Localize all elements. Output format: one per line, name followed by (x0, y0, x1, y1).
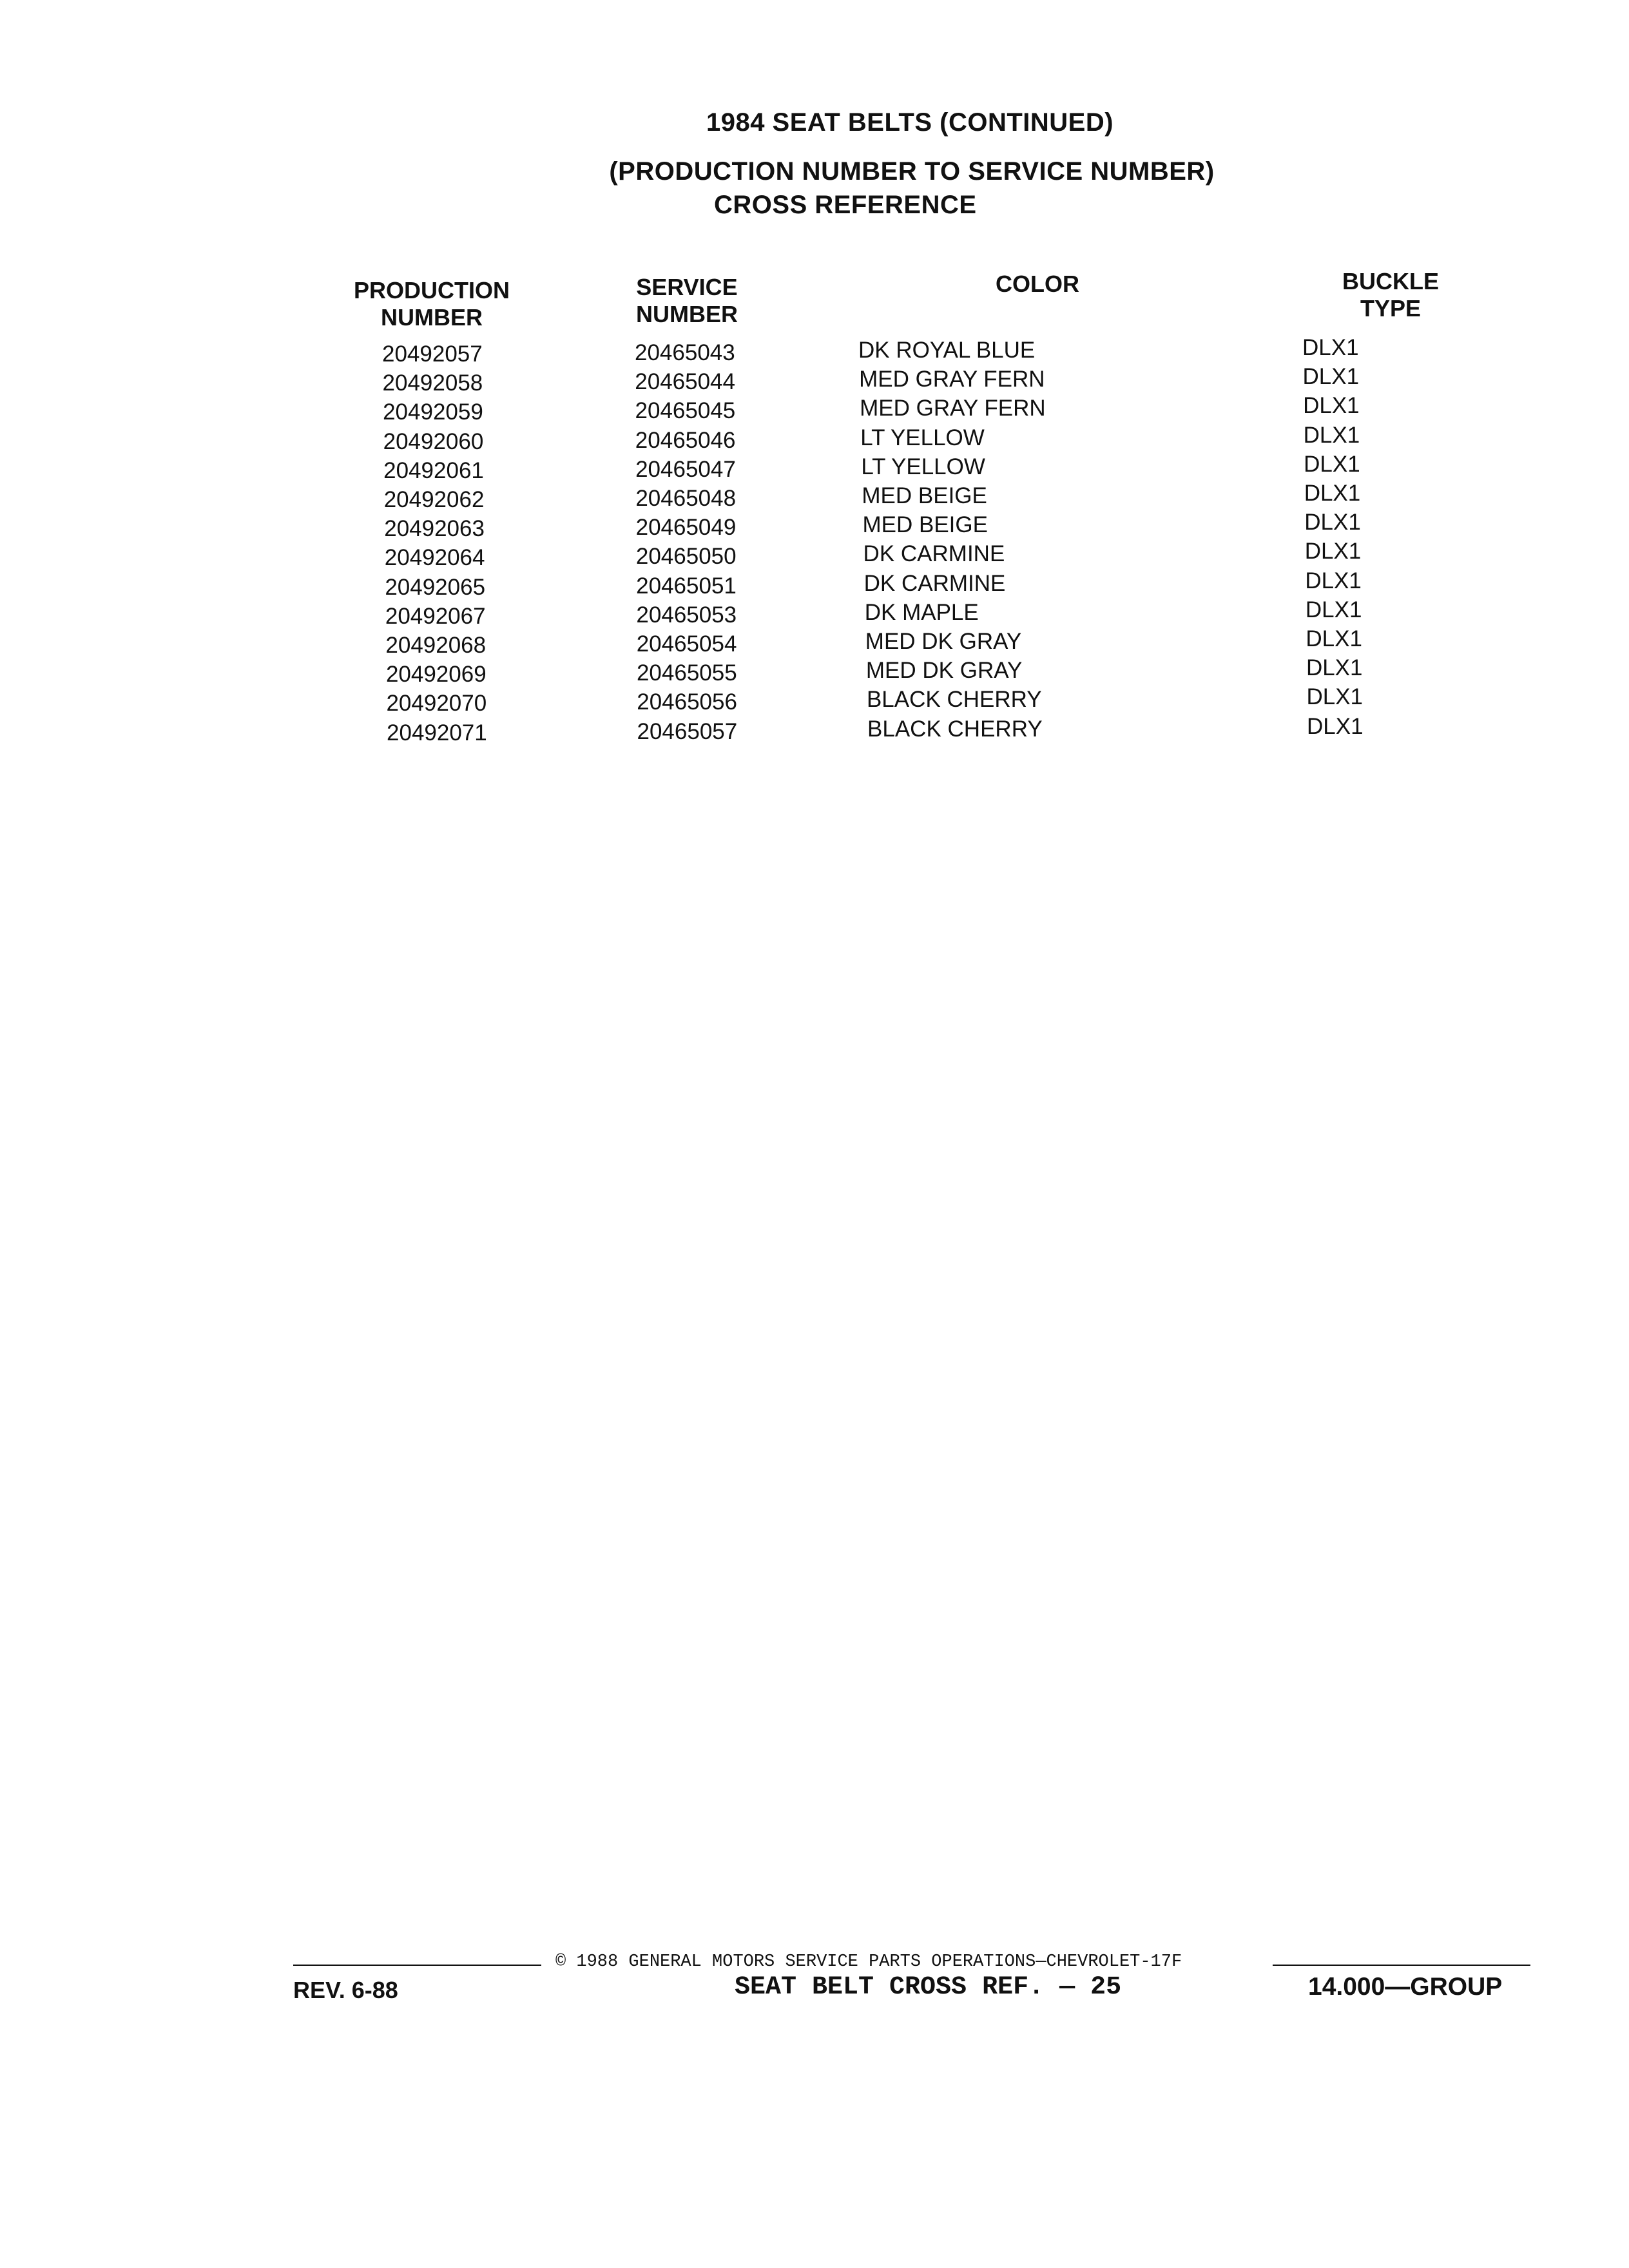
column-header-service-number (622, 274, 751, 328)
production-number-cell: 20492058 (382, 370, 483, 396)
buckle-type-cell: DLX1 (1306, 655, 1363, 681)
column-header-production-line2: NUMBER (381, 304, 483, 331)
footer-rule-left (293, 1965, 541, 1966)
table-row (0, 483, 1629, 512)
service-number-cell: 20465054 (636, 631, 737, 657)
footer-page-title: SEAT BELT CROSS REF. — 25 (735, 1973, 1122, 2002)
table-row (0, 568, 1629, 600)
service-number-cell: 20465046 (635, 427, 736, 453)
service-number-cell: 20465056 (637, 689, 737, 715)
production-number-cell: 20492068 (385, 633, 487, 658)
group-label: 14.000—GROUP (1308, 1973, 1503, 2001)
page-subtitle-cross-reference: CROSS REFERENCE (714, 191, 977, 219)
production-number-cell: 20492064 (384, 545, 485, 571)
color-cell: DK MAPLE (864, 599, 979, 625)
color-cell: MED DK GRAY (865, 629, 1022, 654)
column-header-buckle-line2: TYPE (1360, 295, 1422, 322)
buckle-type-cell: DLX1 (1305, 568, 1362, 593)
color-cell: MED BEIGE (862, 483, 987, 508)
revision-label: REV. 6-88 (293, 1977, 398, 2003)
color-cell: MED BEIGE (862, 512, 988, 538)
color-cell: DK CARMINE (863, 570, 1006, 596)
production-number-cell: 20492060 (383, 428, 484, 454)
table-row (0, 422, 1629, 454)
service-number-cell: 20465048 (635, 486, 737, 511)
color-cell: BLACK CHERRY (866, 687, 1042, 713)
color-cell: MED GRAY FERN (860, 396, 1046, 421)
column-header-buckle-line1: BUCKLE (1342, 268, 1439, 294)
color-cell: DK ROYAL BLUE (858, 338, 1036, 363)
production-number-cell: 20492071 (387, 720, 487, 745)
buckle-type-cell: DLX1 (1306, 684, 1364, 710)
copyright-notice: © 1988 GENERAL MOTORS SERVICE PARTS OPERATIONS—CHEVROLET-17F (555, 1952, 1182, 1972)
buckle-type-cell: DLX1 (1304, 510, 1361, 535)
buckle-type-cell: DLX1 (1305, 597, 1362, 622)
table-row (0, 597, 1629, 629)
table-row (0, 335, 1629, 367)
table-row (0, 655, 1629, 687)
color-cell: BLACK CHERRY (867, 716, 1043, 742)
table-row (0, 541, 1629, 570)
color-cell: MED DK GRAY (865, 658, 1023, 684)
service-number-cell: 20465053 (636, 602, 737, 628)
table-row (0, 364, 1629, 396)
color-cell: LT YELLOW (860, 425, 985, 450)
footer-rule-right (1273, 1965, 1530, 1966)
buckle-type-cell: DLX1 (1302, 364, 1360, 390)
page-subtitle: (PRODUCTION NUMBER TO SERVICE NUMBER) (609, 157, 1215, 186)
service-number-cell: 20465057 (637, 718, 738, 744)
production-number-cell: 20492070 (386, 691, 487, 716)
color-cell: LT YELLOW (861, 454, 985, 479)
column-header-production-number (348, 277, 516, 331)
table-row (0, 684, 1629, 716)
table-row (0, 626, 1629, 658)
column-header-service-line1: SERVICE (636, 274, 738, 300)
production-number-cell: 20492069 (385, 662, 487, 687)
column-header-buckle-type (1320, 268, 1461, 322)
table-row (0, 713, 1629, 745)
column-header-color: COLOR (996, 271, 1079, 297)
service-number-cell: 20465049 (635, 515, 737, 541)
color-cell: MED GRAY FERN (859, 367, 1045, 392)
buckle-type-cell: DLX1 (1304, 451, 1360, 477)
service-number-cell: 20465055 (636, 660, 737, 686)
column-header-production-line1: PRODUCTION (354, 277, 510, 303)
table-row (0, 451, 1629, 483)
production-number-cell: 20492067 (385, 603, 486, 629)
production-number-cell: 20492057 (382, 341, 483, 367)
service-number-cell: 20465045 (635, 398, 736, 424)
column-header-service-line2: NUMBER (636, 301, 738, 327)
service-number-cell: 20465050 (635, 544, 737, 570)
buckle-type-cell: DLX1 (1302, 335, 1359, 360)
page-title: 1984 SEAT BELTS (CONTINUED) (706, 108, 1114, 137)
service-number-cell: 20465044 (635, 369, 735, 395)
buckle-type-cell: DLX1 (1304, 539, 1362, 564)
production-number-cell: 20492062 (383, 487, 485, 512)
table-row (0, 512, 1629, 541)
production-number-cell: 20492063 (384, 516, 485, 542)
table-row (0, 393, 1629, 425)
buckle-type-cell: DLX1 (1307, 713, 1364, 739)
production-number-cell: 20492065 (385, 574, 486, 600)
service-number-cell: 20465043 (635, 340, 735, 365)
service-number-cell: 20465047 (635, 456, 736, 482)
production-number-cell: 20492059 (383, 399, 483, 425)
buckle-type-cell: DLX1 (1303, 422, 1360, 448)
buckle-type-cell: DLX1 (1304, 481, 1361, 506)
buckle-type-cell: DLX1 (1306, 626, 1362, 651)
color-cell: DK CARMINE (863, 541, 1005, 567)
service-number-cell: 20465051 (636, 573, 737, 599)
buckle-type-cell: DLX1 (1303, 393, 1360, 419)
production-number-cell: 20492061 (383, 457, 484, 483)
